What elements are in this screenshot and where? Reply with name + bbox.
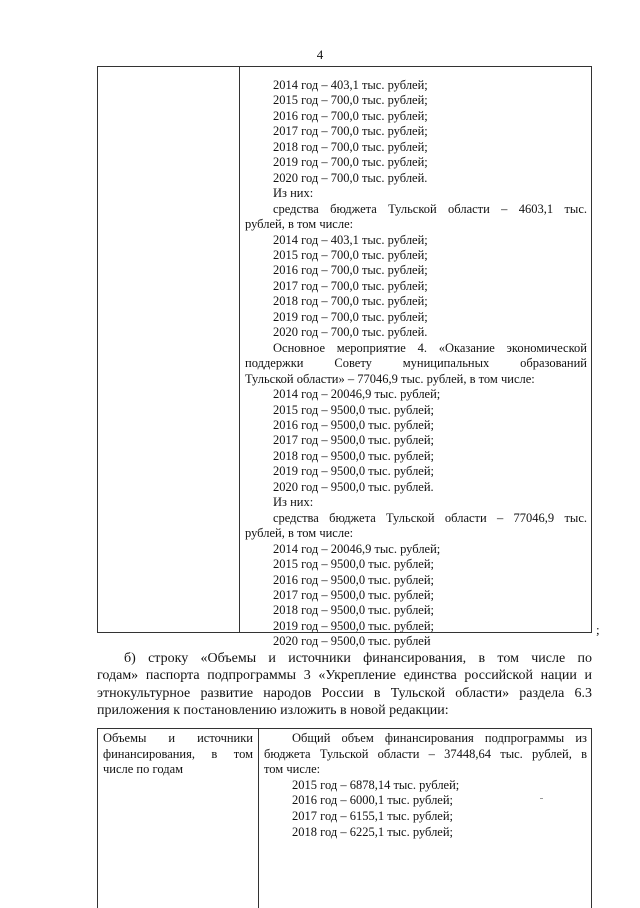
summary-line: 2015 год – 6878,14 тыс. рублей;: [292, 777, 460, 792]
page-number: 4: [316, 47, 324, 62]
table-line: 2019 год – 9500,0 тыс. рублей;: [273, 464, 435, 479]
table-line: Из них:: [273, 495, 314, 510]
table-line: 2017 год – 700,0 тыс. рублей;: [273, 124, 428, 139]
column-divider: [258, 729, 259, 908]
table-line: 2017 год – 700,0 тыс. рублей;: [273, 278, 428, 293]
table-line: 2020 год – 700,0 тыс. рублей.: [273, 170, 428, 185]
table-line: 2020 год – 9500,0 тыс. рублей.: [273, 479, 434, 494]
table-line: 2018 год – 9500,0 тыс. рублей;: [273, 448, 435, 463]
table-line: Тульской области» – 77046,9 тыс. рублей, в том числе:: [245, 371, 535, 386]
table-line: 2016 год – 700,0 тыс. рублей;: [273, 108, 428, 123]
summary-line: 2016 год – 6000,1 тыс. рублей;: [292, 793, 454, 808]
table-line: 2020 год – 700,0 тыс. рублей.: [273, 325, 428, 340]
financing-details-cell: [245, 78, 587, 650]
amendment-paragraph: [97, 650, 592, 719]
header-line: финансирования, в том: [103, 746, 253, 761]
table-line: поддержки Совету муниципальных образований: [245, 356, 587, 371]
paragraph-line: этнокультурное развитие народов России в Тульской области» раздела 6.3: [97, 685, 592, 701]
header-line: числе по годам: [103, 762, 184, 776]
trailing-semicolon: ;: [596, 622, 600, 637]
summary-line: 2018 год – 6225,1 тыс. рублей;: [292, 824, 454, 839]
table-line: 2016 год – 9500,0 тыс. рублей;: [273, 417, 435, 432]
table-line: 2018 год – 700,0 тыс. рублей;: [273, 139, 428, 154]
table-line: Основное мероприятие 4. «Оказание экономической: [273, 340, 587, 355]
table-line: 2015 год – 700,0 тыс. рублей;: [273, 93, 428, 108]
table-line: 2017 год – 9500,0 тыс. рублей;: [273, 587, 435, 602]
table-line: 2015 год – 9500,0 тыс. рублей;: [273, 557, 435, 572]
paragraph-line: б) строку «Объемы и источники финансирования, в том числе по: [124, 651, 592, 666]
table-line: 2017 год – 9500,0 тыс. рублей;: [273, 433, 435, 448]
table-line: 2016 год – 9500,0 тыс. рублей;: [273, 572, 435, 587]
table-line: 2014 год – 20046,9 тыс. рублей;: [273, 387, 441, 402]
table-line: рублей, в том числе:: [245, 526, 354, 541]
column-divider: [239, 67, 240, 632]
table-line: 2019 год – 9500,0 тыс. рублей;: [273, 618, 435, 633]
table-line: Из них:: [273, 186, 314, 201]
table-line: 2019 год – 700,0 тыс. рублей;: [273, 155, 428, 170]
table-line: 2019 год – 700,0 тыс. рублей;: [273, 309, 428, 324]
table-line: средства бюджета Тульской области – 4603,1 тыс.: [273, 201, 587, 216]
table-line: 2016 год – 700,0 тыс. рублей;: [273, 263, 428, 278]
table-line: 2014 год – 403,1 тыс. рублей;: [273, 78, 428, 92]
summary-line: бюджета Тульской области – 37448,64 тыс. рублей, в: [264, 746, 587, 761]
table-line: 2018 год – 9500,0 тыс. рублей;: [273, 603, 435, 618]
financing-table-continued: [97, 66, 592, 649]
summary-line: 2017 год – 6155,1 тыс. рублей;: [292, 808, 454, 823]
table-line: 2014 год – 20046,9 тыс. рублей;: [273, 541, 441, 556]
summary-line: том числе:: [264, 762, 321, 777]
scan-speck: [540, 798, 543, 799]
new-edition-table: [97, 728, 592, 908]
summary-line: Общий объем финансирования подпрограммы из: [292, 731, 587, 745]
paragraph-line: приложения к постановлению изложить в новой редакции:: [97, 702, 449, 718]
header-line: Объемы и источники: [103, 731, 253, 745]
row-header-cell: [103, 731, 253, 778]
table-line: 2018 год – 700,0 тыс. рублей;: [273, 294, 428, 309]
financing-summary-cell: [264, 731, 587, 840]
table-line: средства бюджета Тульской области – 77046,9 тыс.: [273, 510, 587, 525]
paragraph-line: годам» паспорта подпрограммы 3 «Укрепление единства российской нации и: [97, 668, 592, 684]
table-line: 2014 год – 403,1 тыс. рублей;: [273, 232, 428, 247]
table-line: рублей, в том числе:: [245, 217, 354, 232]
table-line: 2015 год – 9500,0 тыс. рублей;: [273, 402, 435, 417]
table-line: 2020 год – 9500,0 тыс. рублей: [273, 634, 431, 649]
table-line: 2015 год – 700,0 тыс. рублей;: [273, 247, 428, 262]
